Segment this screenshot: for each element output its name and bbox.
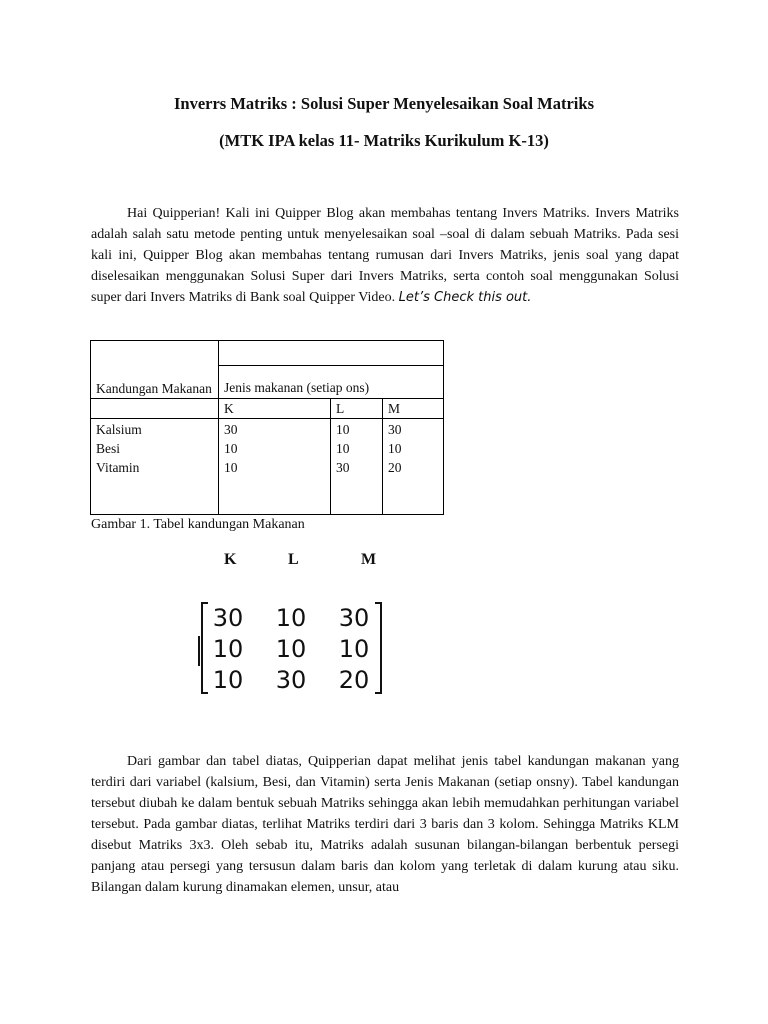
row-label-besi: Besi	[96, 441, 121, 456]
document-subtitle: (MTK IPA kelas 11- Matriks Kurikulum K-13)	[219, 131, 549, 150]
table-values-l	[331, 419, 383, 515]
table-column-m: M	[383, 399, 444, 419]
intro-paragraph	[91, 203, 679, 308]
matrix-bar-mark	[198, 636, 200, 666]
nutrition-table	[90, 340, 444, 515]
matrix-cell: 20	[338, 666, 370, 694]
table-cell: 10	[224, 441, 238, 456]
matrix-cell: 30	[275, 666, 307, 694]
row-label-kalsium: Kalsium	[96, 422, 142, 437]
document-title: Inverrs Matriks : Solusi Super Menyelesaikan Soal Matriks	[173, 94, 594, 113]
row-label-vitamin: Vitamin	[96, 460, 140, 475]
matrix-cell: 10	[212, 635, 244, 663]
table-cell: 20	[388, 460, 402, 475]
matrix-label-k: K	[224, 551, 237, 568]
matrix-label-l: L	[288, 551, 299, 568]
matrix-cell: 10	[338, 635, 370, 663]
table-caption: Gambar 1. Tabel kandungan Makanan	[91, 517, 305, 532]
table-values-k	[219, 419, 331, 515]
table-row-labels	[91, 419, 219, 515]
matrix-cell: 30	[212, 604, 244, 632]
table-cell: 10	[388, 441, 402, 456]
table-column-k: K	[219, 399, 331, 419]
table-top-empty-cell	[219, 341, 444, 366]
table-cell: 30	[336, 460, 350, 475]
table-cell: 30	[388, 422, 402, 437]
matrix-label-m: M	[361, 551, 377, 568]
table-cell: 10	[336, 422, 350, 437]
explanation-paragraph: Dari gambar dan tabel diatas, Quipperian dapat melihat jenis tabel kandungan makanan yang terdiri dari variabel (kalsium, Besi, dan Vitamin) serta Jenis Makanan (setiap onsny). Tabel kandungan tersebut diubah ke dalam bentuk sebuah Matriks sehingga akan lebih memudahkan perhitungan variabel tersebut. Pada gambar diatas, terlihat Matriks terdiri dari 3 baris dan 3 kolom. Sehingga Matriks KLM disebut Matriks 3x3. Oleh sebab itu, Matriks adalah susunan bilangan-bilangan berbentuk persegi panjang atau persegi yang tersusun dalam baris dan kolom yang terletak di dalam kurung atau siku. Bilangan dalam kurung dinamakan elemen, unsur, atau	[91, 754, 679, 895]
table-header-kandungan: Kandungan Makanan	[91, 341, 219, 399]
matrix-cell: 30	[338, 604, 370, 632]
table-cell: 30	[224, 422, 238, 437]
intro-text: Hai Quipperian! Kali ini Quipper Blog akan membahas tentang Invers Matriks. Invers Matriks adalah salah satu metode penting untuk menyelesaikan soal –soal di dalam sebuah Matriks. Pada sesi kali ini, Quipper Blog akan membahas tentang rumusan dari Invers Matriks, jenis soal yang dapat diselesaikan menggunakan Solusi Super dari Invers Matriks, serta contoh soal menggunakan Solusi super dari Invers Matriks di Bank soal Quipper Video.	[91, 206, 679, 305]
intro-check-this-out: Let’s Check this out.	[398, 290, 532, 305]
table-values-m	[383, 419, 444, 515]
matrix-klm	[198, 600, 388, 696]
table-cell: 10	[336, 441, 350, 456]
matrix-cell: 10	[275, 604, 307, 632]
matrix-cell: 10	[212, 666, 244, 694]
table-cell: 10	[224, 460, 238, 475]
table-header-jenis-makanan: Jenis makanan (setiap ons)	[219, 366, 444, 399]
matrix-cell: 10	[275, 635, 307, 663]
table-empty-header-cell	[91, 399, 219, 419]
table-column-l: L	[331, 399, 383, 419]
